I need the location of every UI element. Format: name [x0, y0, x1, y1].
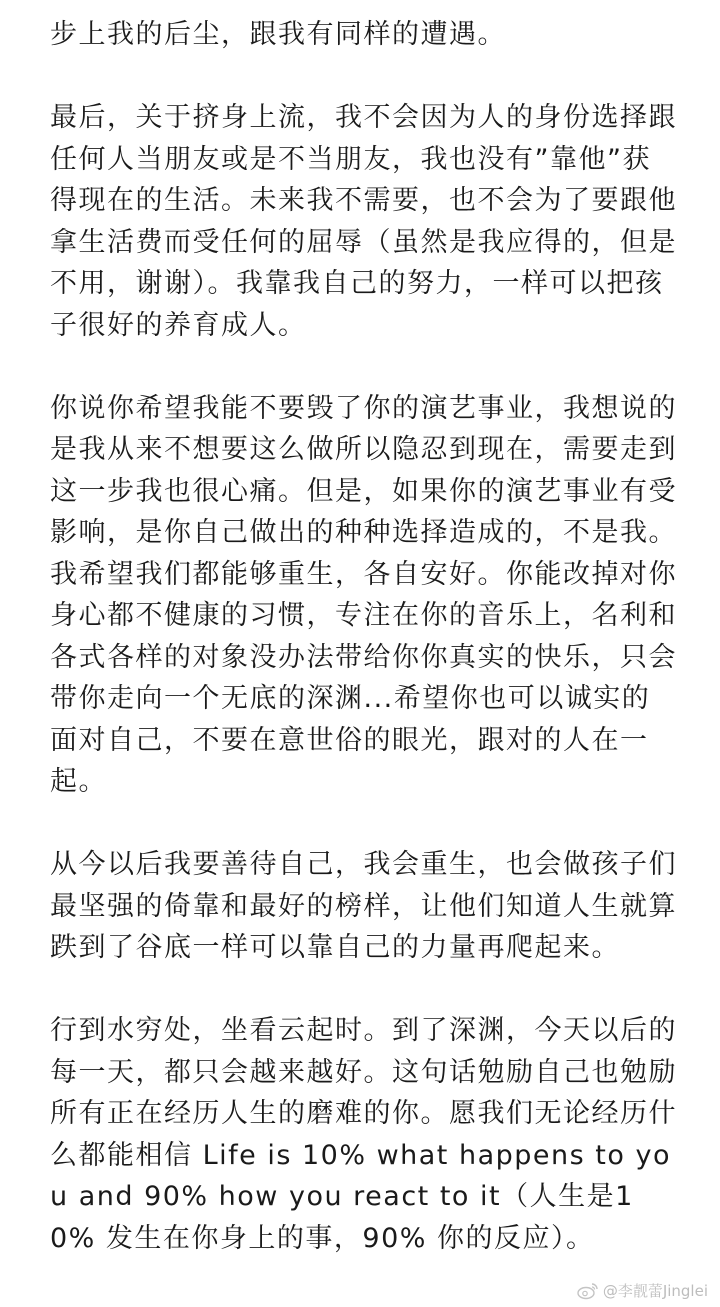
- weibo-icon: [577, 1282, 599, 1300]
- watermark-text: @李靓蕾Jinglei: [602, 1282, 708, 1300]
- paragraph-4: 从今以后我要善待自己，我会重生，也会做孩子们最坚强的倚靠和最好的榜样，让他们知道人生就算跌到了谷底一样可以靠自己的力量再爬起来。: [50, 849, 677, 963]
- paragraph-5: 行到水穷处，坐看云起时。到了深渊，今天以后的每一天，都只会越来越好。这句话勉励自己也勉励所有正在经历人生的磨难的你。愿我们无论经历什么都能相信 Life is 10% what happens to you and 90% how you react to it（人生是10% 发生在你身上的事，90% 你的反应）。: [50, 1015, 677, 1254]
- paragraph-1: 步上我的后尘，跟我有同样的遭遇。: [50, 19, 506, 50]
- document-body: [50, 14, 678, 1259]
- weibo-watermark: [577, 1280, 708, 1301]
- paragraph-2: 最后，关于挤身上流，我不会因为人的身份选择跟任何人当朋友或是不当朋友，我也没有”靠他”获得现在的生活。未来我不需要，也不会为了要跟他拿生活费而受任何的屈辱（虽然是我应得的，但是不用，谢谢）。我靠我自己的努力，一样可以把孩子很好的养育成人。: [50, 102, 677, 341]
- paragraph-3: 你说你希望我能不要毁了你的演艺事业，我想说的是我从来不想要这么做所以隐忍到现在，需要走到这一步我也很心痛。但是，如果你的演艺事业有受影响，是你自己做出的种种选择造成的，不是我。我希望我们都能够重生，各自安好。你能改掉对你身心都不健康的习惯，专注在你的音乐上，名利和各式各样的对象没办法带给你你真实的快乐，只会带你走向一个无底的深渊...希望你也可以诚实的面对自己，不要在意世俗的眼光，跟对的人在一起。: [50, 392, 677, 797]
